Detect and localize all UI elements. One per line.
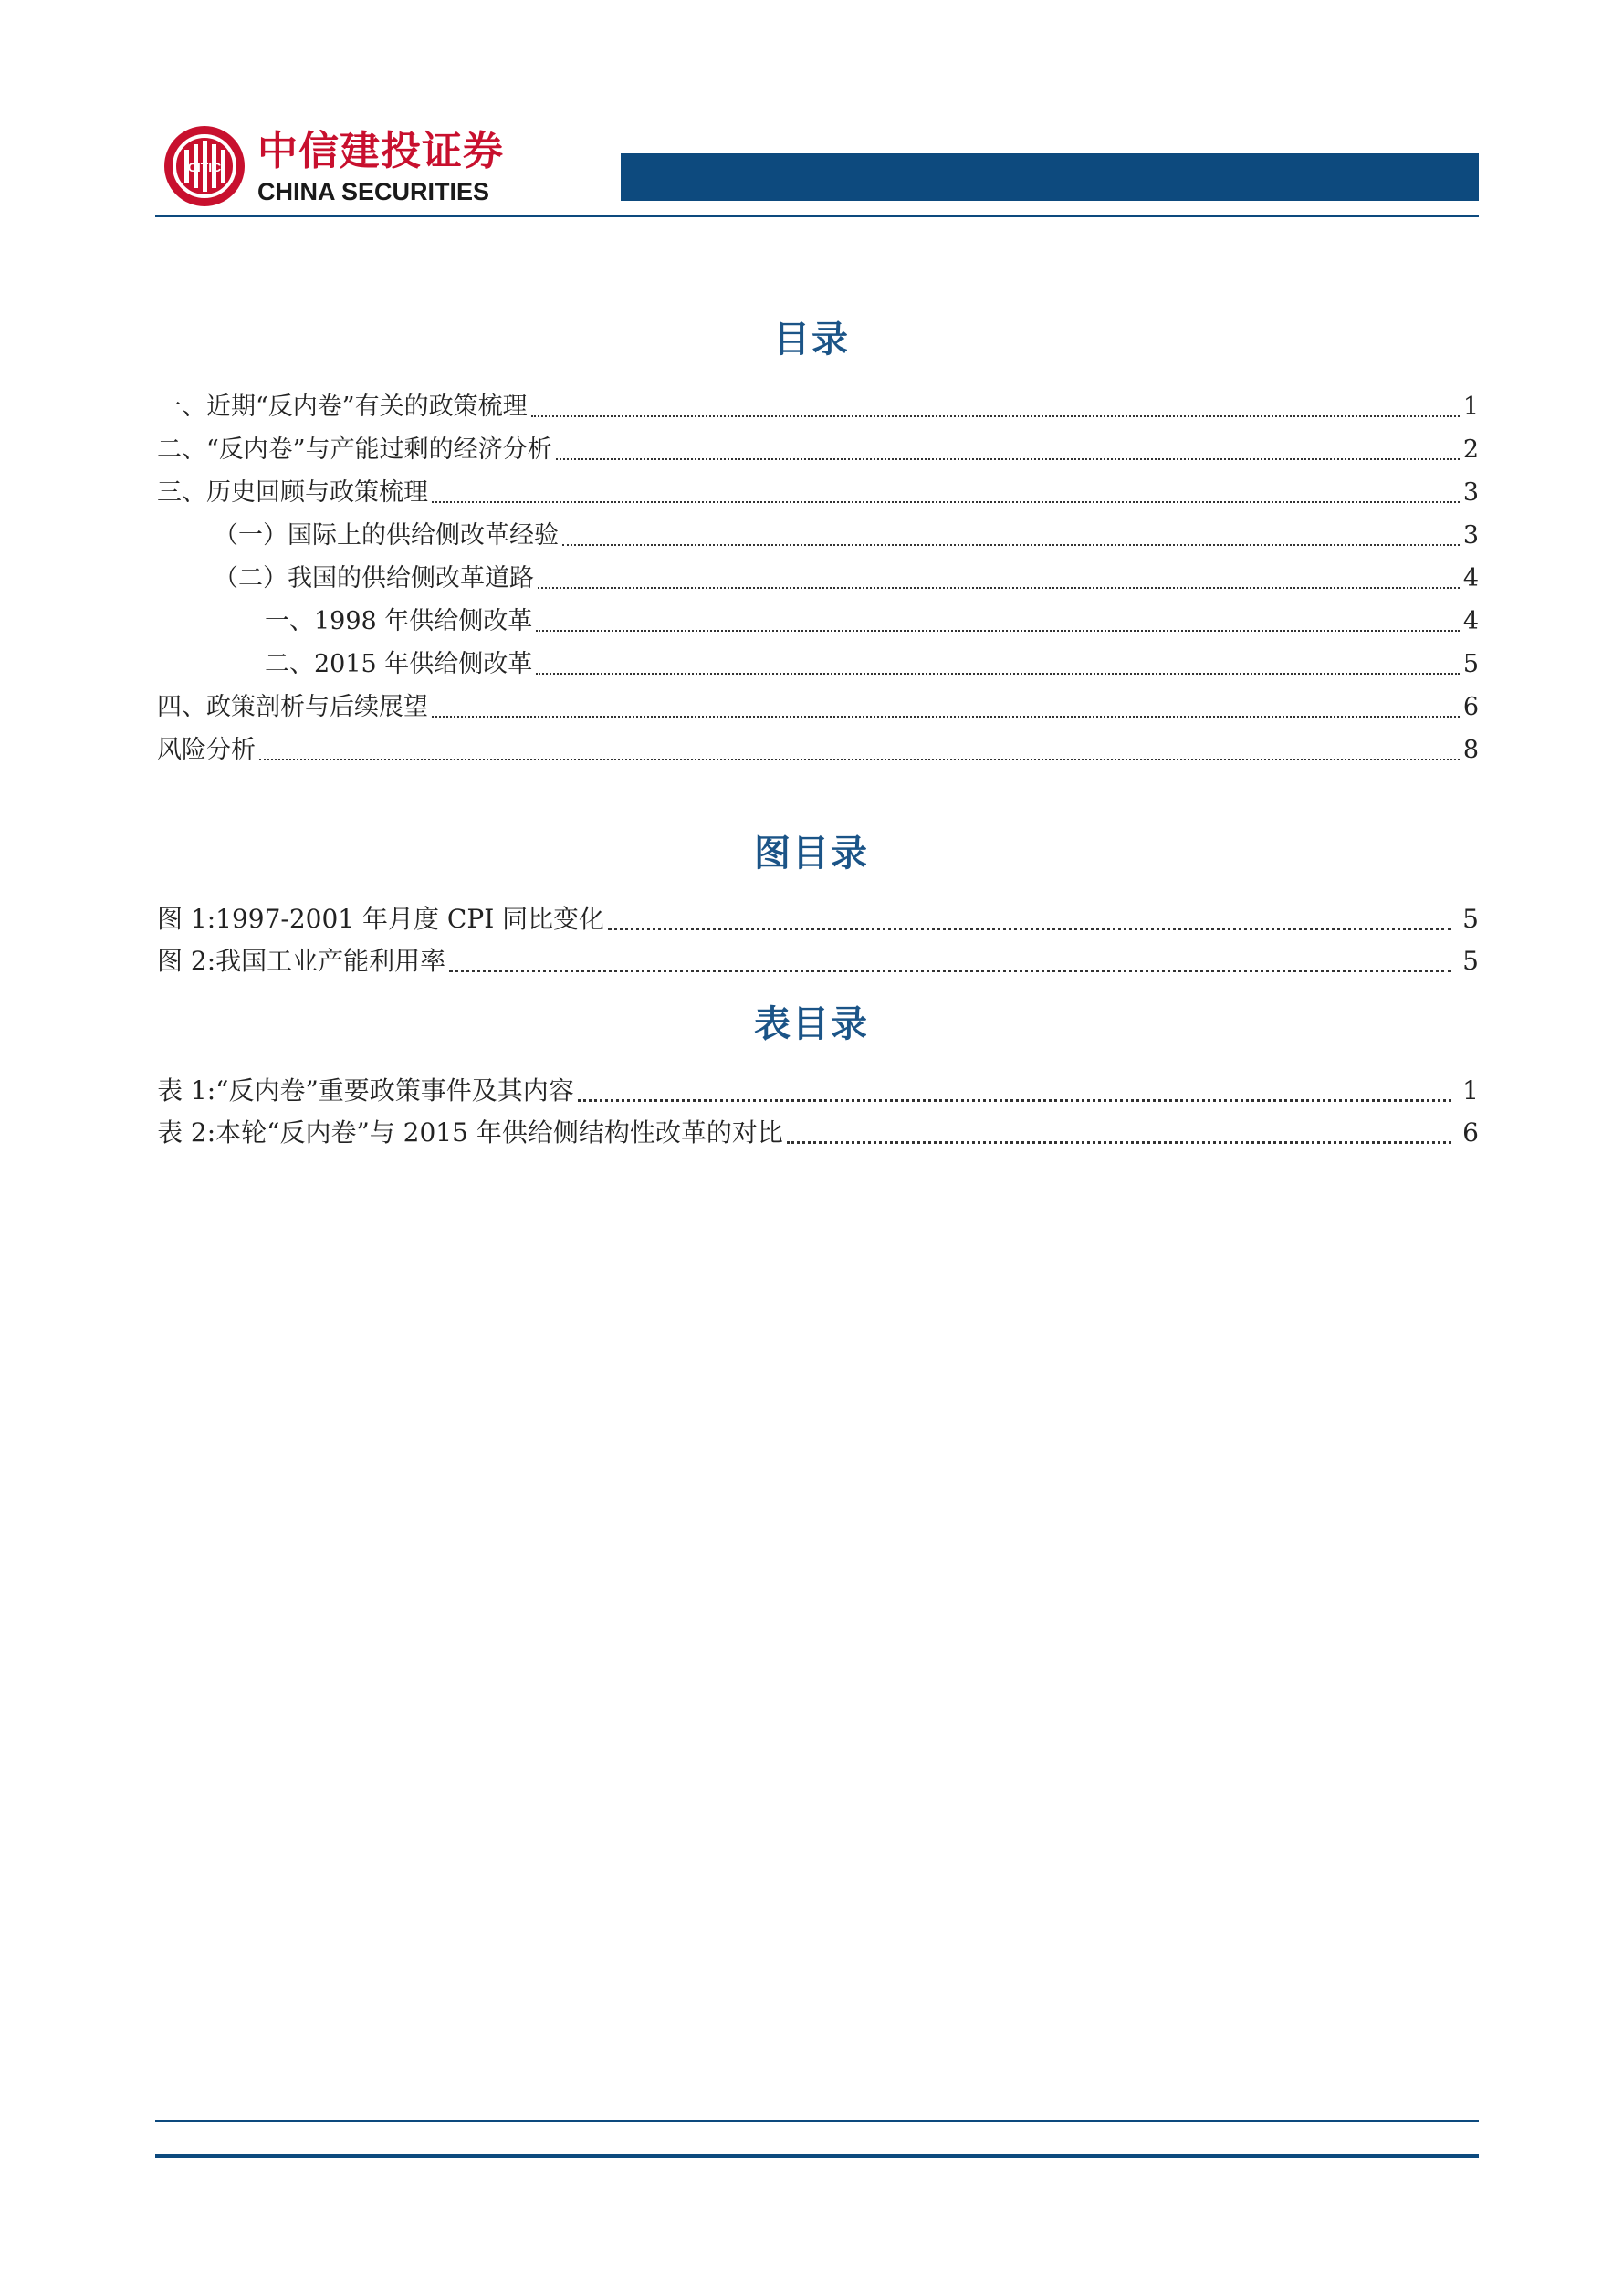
- logo-mark-text: CITIC: [187, 160, 222, 174]
- table-entry-page: 6: [1462, 1117, 1479, 1148]
- toc-entry-page: 3: [1462, 478, 1479, 507]
- toc-entry[interactable]: [157, 514, 1479, 557]
- toc-entry[interactable]: [157, 729, 1479, 771]
- header-bar: [621, 153, 1479, 201]
- toc-leader-dots: [578, 1099, 1451, 1102]
- toc-leader-dots: [538, 587, 1460, 589]
- toc-leader-dots: [432, 501, 1460, 503]
- toc-leader-dots: [536, 630, 1460, 632]
- toc-entry-label: （二）我国的供给侧改革道路: [214, 564, 534, 592]
- toc-leader-dots: [536, 673, 1460, 675]
- toc-leader-dots: [449, 970, 1451, 972]
- toc-entry[interactable]: [157, 471, 1479, 514]
- table-entry-page: 1: [1462, 1075, 1479, 1106]
- table-entry[interactable]: [157, 1112, 1479, 1154]
- header-divider: [155, 215, 1479, 217]
- toc-entry-page: 1: [1462, 393, 1479, 421]
- toc-entry[interactable]: [157, 686, 1479, 729]
- toc-title: 目录: [773, 319, 850, 361]
- toc-entry-label: 一、近期“反内卷”有关的政策梳理: [157, 393, 528, 421]
- toc-leader-dots: [556, 458, 1460, 460]
- toc-entry-page: 8: [1462, 736, 1479, 764]
- toc-entry-label: 二、“反内卷”与产能过剩的经济分析: [157, 435, 552, 464]
- toc-entry[interactable]: [157, 643, 1479, 686]
- china-securities-logo-icon: [162, 124, 246, 208]
- company-logo: [162, 124, 528, 212]
- footer-divider-thick: [155, 2154, 1479, 2158]
- toc-entry-label: 风险分析: [157, 736, 256, 764]
- toc-entry-label: 一、1998 年供给侧改革: [265, 607, 533, 635]
- toc-entry-label: 二、2015 年供给侧改革: [265, 650, 533, 678]
- table-entry[interactable]: [157, 1070, 1479, 1112]
- figure-entry-page: 5: [1462, 946, 1479, 976]
- toc-leader-dots: [432, 716, 1460, 718]
- toc-leader-dots: [608, 928, 1451, 930]
- figure-entry[interactable]: [157, 940, 1479, 982]
- toc-entry-page: 2: [1462, 435, 1479, 464]
- toc-leader-dots: [531, 415, 1460, 417]
- table-entry-label: 表 2:本轮“反内卷”与 2015 年供给侧结构性改革的对比: [157, 1117, 783, 1148]
- toc-entry-page: 5: [1462, 650, 1479, 678]
- toc-entry-page: 4: [1462, 607, 1479, 635]
- toc-leader-dots: [562, 544, 1460, 546]
- figure-list: [157, 898, 1479, 982]
- toc-entry-label: （一）国际上的供给侧改革经验: [214, 521, 559, 550]
- figure-entry-page: 5: [1462, 904, 1479, 934]
- table-list: [157, 1070, 1479, 1154]
- toc-entry-page: 4: [1462, 564, 1479, 592]
- toc-entry-label: 三、历史回顾与政策梳理: [157, 478, 428, 507]
- figure-entry[interactable]: [157, 898, 1479, 940]
- toc-entry[interactable]: [157, 428, 1479, 471]
- toc-entry[interactable]: [157, 557, 1479, 600]
- toc-entry-page: 6: [1462, 693, 1479, 721]
- toc-entry-page: 3: [1462, 521, 1479, 550]
- footer-divider-thin: [155, 2120, 1479, 2122]
- toc-leader-dots: [787, 1141, 1451, 1144]
- toc-leader-dots: [259, 759, 1460, 760]
- table-list-title: 表目录: [754, 1003, 869, 1045]
- logo-english-name: CHINA SECURITIES: [257, 178, 490, 205]
- toc-entry-label: 四、政策剖析与后续展望: [157, 693, 428, 721]
- logo-chinese-name: 中信建投证券: [257, 128, 504, 174]
- toc-list: [157, 385, 1479, 771]
- toc-entry[interactable]: [157, 600, 1479, 643]
- figure-entry-label: 图 1:1997-2001 年月度 CPI 同比变化: [157, 904, 605, 934]
- figure-entry-label: 图 2:我国工业产能利用率: [157, 946, 446, 976]
- table-entry-label: 表 1:“反内卷”重要政策事件及其内容: [157, 1075, 574, 1106]
- figure-list-title: 图目录: [754, 833, 869, 875]
- toc-entry[interactable]: [157, 385, 1479, 428]
